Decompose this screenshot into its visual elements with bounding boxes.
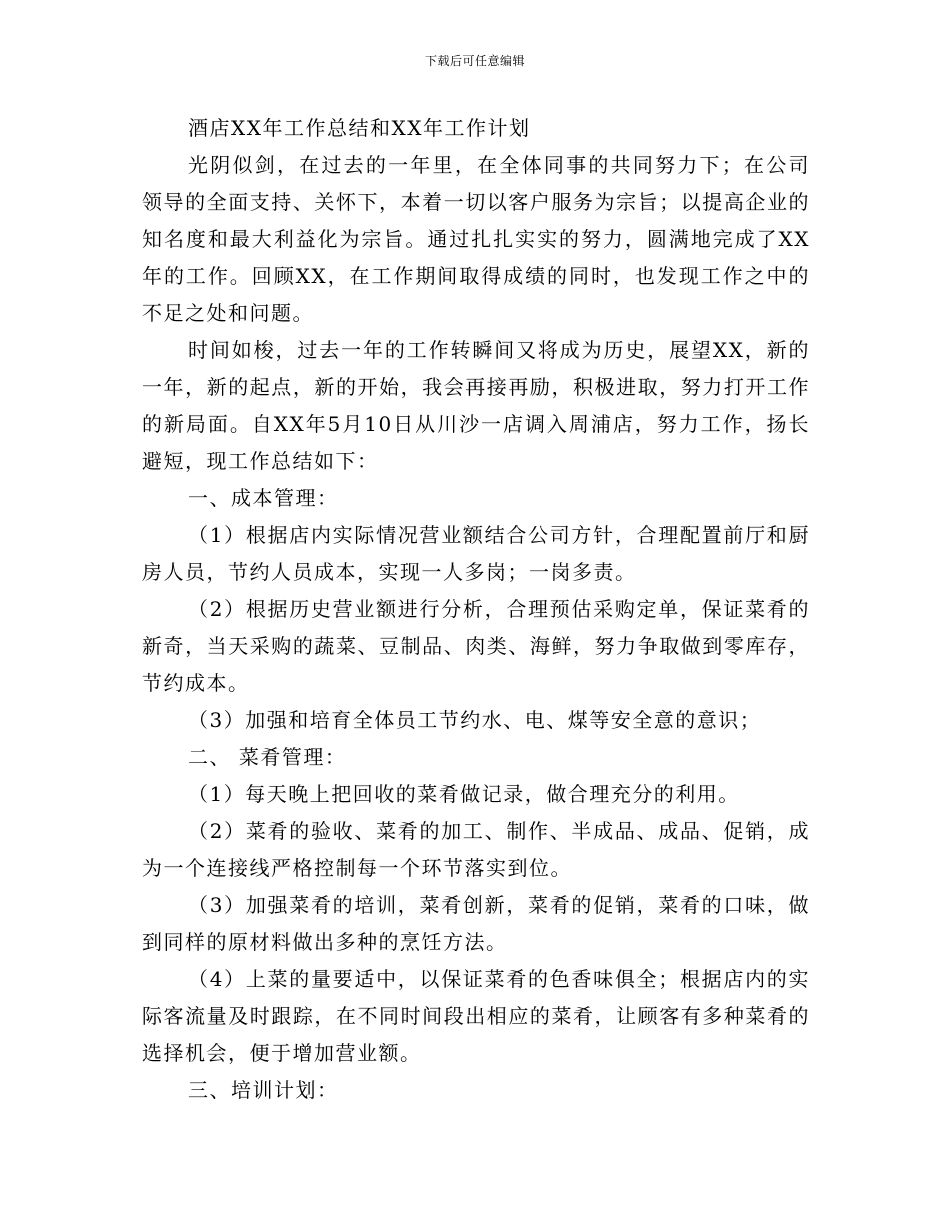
document-title: 酒店XX年工作总结和XX年工作计划 (188, 116, 531, 140)
section-heading-training: 三、培训计划： (188, 1078, 339, 1102)
paragraph-outlook: 时间如梭，过去一年的工作转瞬间又将成为历史，展望XX，新的一年，新的起点，新的开始，我会再接再励，积极进取，努力打开工作的新局面。自XX年5月10日从川沙一店调入周浦店，努力工作，扬长避短，现工作总结如下： (142, 338, 810, 473)
list-item: （4）上菜的量要适中，以保证菜肴的色香味俱全；根据店内的实际客流量及时跟踪，在不同时间段出相应的菜肴，让顾客有多种菜肴的选择机会，便于增加营业额。 (142, 967, 810, 1065)
section-heading-cost: 一、成本管理： (188, 486, 339, 510)
list-item: （2）菜肴的验收、菜肴的加工、制作、半成品、成品、促销，成为一个连接线严格控制每一个环节落实到位。 (142, 819, 810, 880)
list-item: （2）根据历史营业额进行分析，合理预估采购定单，保证菜肴的新奇，当天采购的蔬菜、豆制品、肉类、海鲜，努力争取做到零库存，节约成本。 (142, 597, 810, 695)
section-heading-dishes: 二、 菜肴管理： (188, 745, 347, 769)
list-item: （1）根据店内实际情况营业额结合公司方针，合理配置前厅和厨房人员，节约人员成本，实现一人多岗；一岗多责。 (142, 523, 810, 584)
paragraph-intro: 光阴似剑，在过去的一年里，在全体同事的共同努力下；在公司领导的全面支持、关怀下，本着一切以客户服务为宗旨；以提高企业的知名度和最大利益化为宗旨。通过扎扎实实的努力，圆满地完成了XX年的工作。回顾XX，在工作期间取得成绩的同时，也发现工作之中的不足之处和问题。 (142, 153, 810, 325)
list-item: （3）加强和培育全体员工节约水、电、煤等安全意的意识； (188, 708, 762, 732)
list-item: （3）加强菜肴的培训，菜肴创新，菜肴的促销，菜肴的口味，做到同样的原材料做出多种的烹饪方法。 (142, 893, 810, 954)
list-item: （1）每天晚上把回收的菜肴做记录，做合理充分的利用。 (188, 782, 740, 806)
document-body (142, 110, 810, 1109)
page-header: 下载后可任意编辑 (424, 54, 525, 68)
